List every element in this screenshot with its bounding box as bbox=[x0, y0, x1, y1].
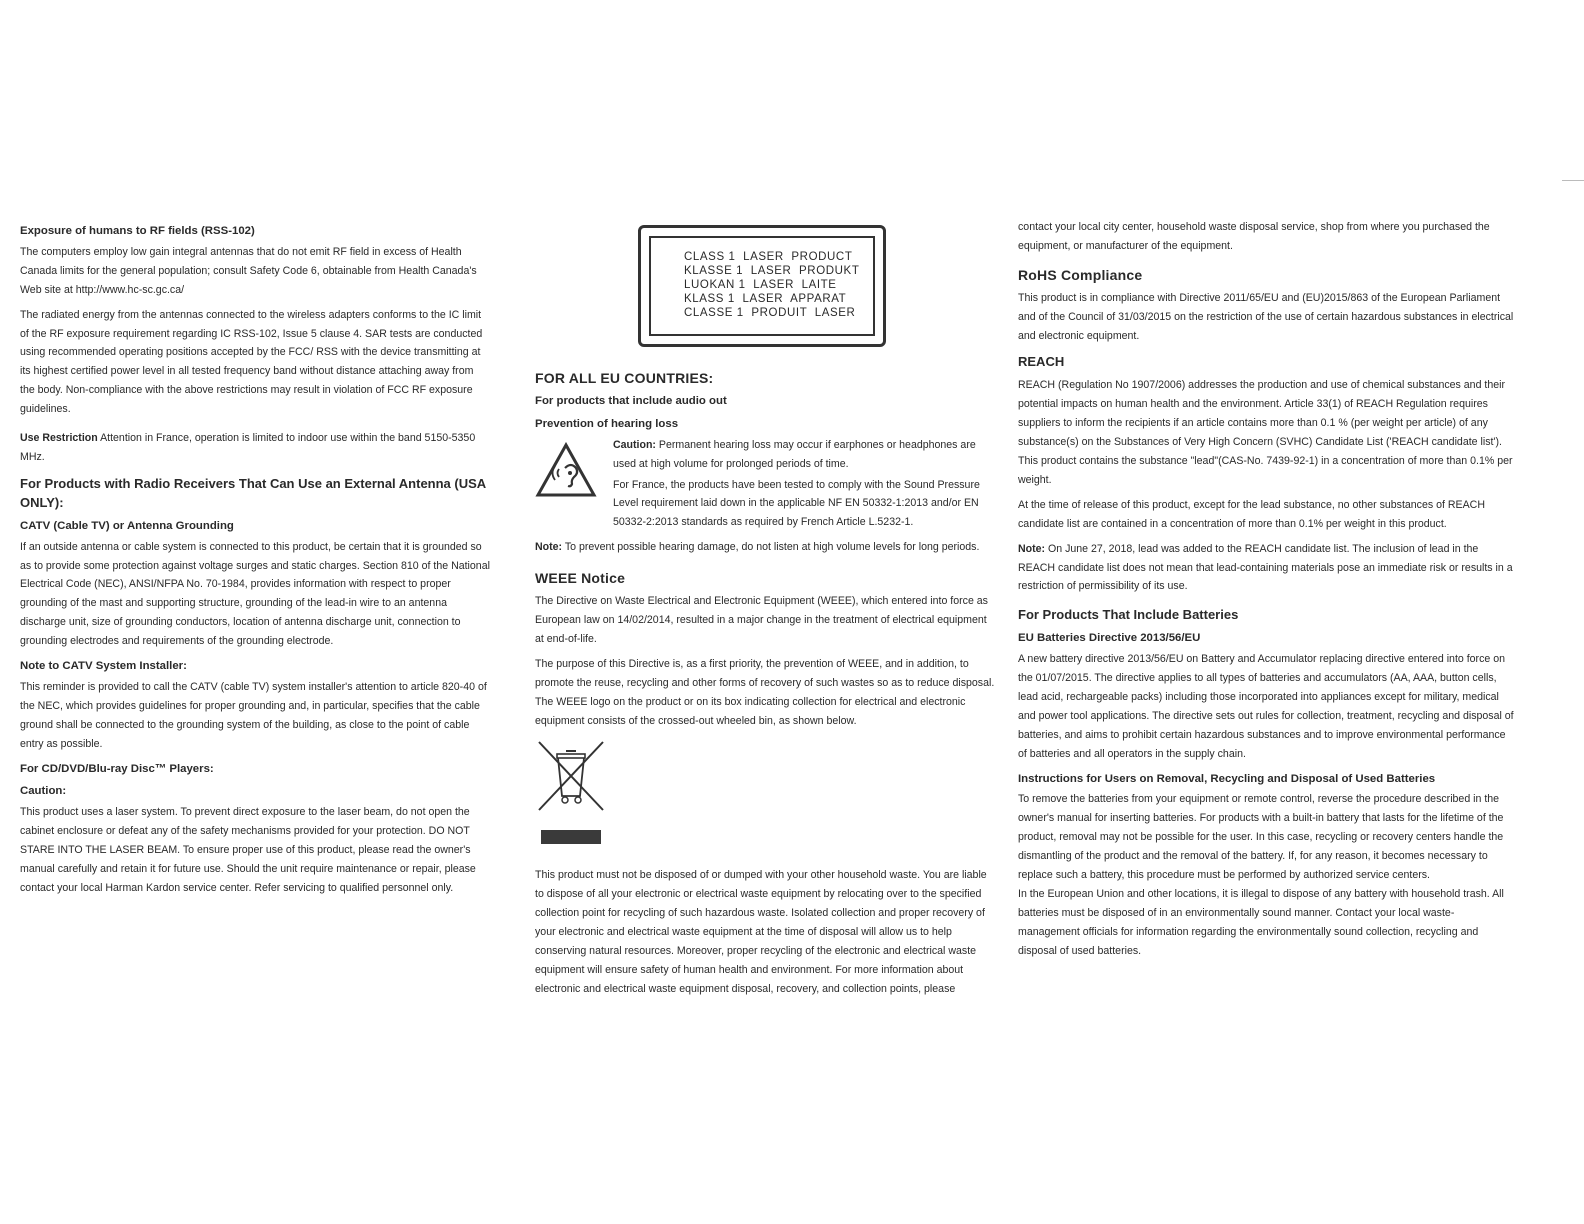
crossed-out-bin-icon bbox=[535, 738, 605, 816]
catv-installer-paragraph: This reminder is provided to call the CATV (cable TV) system installer's attention to article 820-40 of the NEC, which provides guidelines for proper grounding and, in particular, specifies that the cable ground shall be connected to the grounding system of the building, as close to the point of cable entry as possible. bbox=[20, 680, 487, 750]
hearing-caution bbox=[613, 436, 997, 474]
use-restriction-label: Use Restriction bbox=[20, 432, 98, 445]
laser-line-3: LUOKAN 1 LASER LAITE bbox=[684, 279, 837, 291]
reach-note-label: Note: bbox=[1018, 542, 1046, 555]
column-middle bbox=[535, 225, 997, 1005]
battery-instructions-paragraph-1: To remove the batteries from your equipment or remote control, reverse the procedure described in the owner's manual for inserting batteries. For products with a built-in battery that lasts for the lifetime of the product, removal may not be possible for the user. In this case, recycling or recovery centers handle the dismantling of the product and the removal of the battery. If, for any reason, it becomes necessary to replace such a battery, this procedure must be performed by authorized service centers. bbox=[1018, 793, 1504, 882]
rf-exposure-paragraph-2: The radiated energy from the antennas connected to the wireless adapters conforms to the IC limit of the RF exposure requirement regarding IC RSS-102, Issue 5 clause 4. SAR tests are conducted using recommended operating positions accepted by the FCC/ RSS with the device transmitting at its highest certified power level in all tested frequency band without distance attaching away from the body. Non-compliance with the above restrictions may result in violation of FCC RF exposure guidelines. bbox=[20, 308, 483, 416]
weee-paragraph-1: The Directive on Waste Electrical and Electronic Equipment (WEEE), which entered into force as European law on 14/02/2014, resulted in a major change in the treatment of electrical equipment at end-of-life. bbox=[535, 595, 988, 645]
weee-notice-title: WEEE Notice bbox=[535, 570, 626, 587]
reach-paragraph-1: REACH (Regulation No 1907/2006) addresses the production and use of chemical substances and their potential impacts on human health and the environment. Article 33(1) of REACH Regulation requires suppliers to inform the recipients if an article contains more than 0.1 % (per weight per article) of any substance(s) on the Substances of Very High Concern (SVHC) Candidate List ('REACH candidate list'). This product contains the substance "lead"(CAS-No. 7439-92-1) in a concentration of more than 0.1% per weight. bbox=[1018, 379, 1513, 486]
battery-directive-paragraph: A new battery directive 2013/56/EU on Battery and Accumulator replacing directive entered into force on the 01/07/2015. The directive applies to all types of batteries and accumulators (AA, AAA, button cells, lead acid, rechargeable packs) including those incorporated into appliances except for military, medical and power tool applications. The directive sets out rules for collection, treatment, recycling and disposal of batteries, and aims to prohibit certain hazardous substances and to improve environmental performance of batteries and all operators in the supply chain. bbox=[1018, 653, 1514, 760]
hearing-caution-block bbox=[535, 436, 997, 539]
france-sound-pressure-text: For France, the products have been tested to comply with the Sound Pressure Level requirement laid down in the applicable NF EN 50332-1:2013 and/or EN 50332-2:2013 standards as required by French Article L.5232-1. bbox=[613, 478, 980, 529]
hearing-loss-title: Prevention of hearing loss bbox=[535, 417, 679, 430]
batteries-title: For Products That Include Batteries bbox=[1018, 607, 1239, 623]
laser-line-4: KLASS 1 LASER APPARAT bbox=[684, 293, 847, 305]
radio-receivers-title: For Products with Radio Receivers That Can Use an External Antenna (USA ONLY): bbox=[20, 475, 486, 510]
catv-grounding-title: CATV (Cable TV) or Antenna Grounding bbox=[20, 519, 234, 532]
disc-players-caution-title: Caution: bbox=[20, 785, 67, 798]
reach-paragraph-2: At the time of release of this product, except for the lead substance, no other substances of REACH candidate list are contained in a concentration of more than 0.1% per weight in this product. bbox=[1018, 498, 1485, 530]
audio-out-title: For products that include audio out bbox=[535, 394, 727, 407]
disc-players-paragraph: This product uses a laser system. To prevent direct exposure to the laser beam, do not open the cabinet enclosure or defeat any of the safety mechanisms provided for your protection. DO NOT STARE INTO THE LASER BEAM. To ensure proper use of this product, please read the owner's manual carefully and retain it for future use. Should the unit require maintenance or repair, please contact your local Harman Kardon service center. Refer servicing to qualified personnel only. bbox=[20, 806, 476, 894]
battery-directive-title: EU Batteries Directive 2013/56/EU bbox=[1018, 632, 1201, 645]
battery-instructions-title: Instructions for Users on Removal, Recycling and Disposal of Used Batteries bbox=[1018, 772, 1436, 785]
reach-note-text: On June 27, 2018, lead was added to the REACH candidate list. The inclusion of lead in the REACH candidate list does not mean that lead-containing materials pose an immediate risk or results in a restriction of permissibility of its use. bbox=[1018, 542, 1513, 593]
hearing-warning-icon bbox=[535, 436, 613, 539]
weee-bar-mark bbox=[541, 830, 601, 844]
column-left bbox=[20, 218, 490, 904]
column-right bbox=[1018, 218, 1514, 967]
hearing-note-label: Note: bbox=[535, 541, 563, 554]
laser-line-1: CLASS 1 LASER PRODUCT bbox=[684, 251, 853, 263]
rohs-paragraph: This product is in compliance with Directive 2011/65/EU and (EU)2015/863 of the European Parliament and of the Council of 31/03/2015 on the restriction of the use of certain hazardous substances in electrical and electronic equipment. bbox=[1018, 291, 1514, 342]
weee-paragraph-2: The purpose of this Directive is, as a first priority, the prevention of WEEE, and in addition, to promote the reuse, recycling and other forms of recovery of such wastes so as to reduce disposal. The WEEE logo on the product or on its box indicating collection for electrical and electronic equipment consists of the crossed-out wheeled bin, as shown below. bbox=[535, 657, 995, 727]
laser-line-2: KLASSE 1 LASER PRODUKT bbox=[684, 265, 860, 277]
edge-mark bbox=[1562, 180, 1584, 181]
weee-paragraph-3: This product must not be disposed of or dumped with your other household waste. You are liable to dispose of all your electronic or electrical waste equipment by relocating over to the specified collection point for recycling of such hazardous waste. Isolated collection and proper recovery of your electronic and electrical waste equipment at the time of disposal will allow us to help conserving natural resources. Moreover, proper recycling of the electronic and electrical waste equipment will ensure safety of human health and environment. For more information about electronic and electrical waste equipment disposal, recovery, and collection points, please bbox=[535, 869, 987, 995]
catv-installer-title: Note to CATV System Installer: bbox=[20, 660, 187, 673]
use-restriction bbox=[20, 429, 490, 467]
rohs-title: RoHS Compliance bbox=[1018, 266, 1143, 283]
rf-exposure-title: Exposure of humans to RF fields (RSS-102) bbox=[20, 225, 255, 237]
laser-class-label bbox=[638, 225, 886, 347]
hearing-caution-text: Permanent hearing loss may occur if earphones or headphones are used at high volume for prolonged periods of time. bbox=[613, 438, 976, 470]
catv-grounding-paragraph: If an outside antenna or cable system is connected to this product, be certain that it is grounded so as to provide some protection against voltage surges and static charges. Section 810 of the National Electrical Code (NEC), ANSI/NFPA No. 70-1984, provides information with respect to proper grounding of the mast and supporting structure, grounding of the lead-in wire to an antenna discharge unit, size of grounding conductors, location of antenna discharge unit, connection to grounding electrodes and requirements of the grounding electrode. bbox=[20, 540, 490, 648]
laser-line-5: CLASSE 1 PRODUIT LASER bbox=[684, 307, 856, 319]
contact-paragraph: contact your local city center, household waste disposal service, shop from where you purchased the equipment, or manufacturer of the equipment. bbox=[1018, 221, 1490, 252]
reach-title: REACH bbox=[1018, 354, 1065, 370]
use-restriction-text: Attention in France, operation is limited to indoor use within the band 5150-5350 MHz. bbox=[20, 432, 476, 463]
disc-players-title: For CD/DVD/Blu-ray Disc™ Players: bbox=[20, 762, 214, 775]
battery-instructions-paragraph-2: In the European Union and other locations, it is illegal to dispose of any battery with household trash. All batteries must be disposed of in an environmentally sound manner. Contact your local waste-management officials for information regarding the environmentally sound collection, recycling and disposal of used batteries. bbox=[1018, 888, 1504, 957]
laser-class-label-inner bbox=[649, 236, 875, 336]
hearing-caution-label: Caution: bbox=[613, 438, 656, 451]
reach-note bbox=[1018, 540, 1514, 597]
rf-exposure-paragraph-1: The computers employ low gain integral antennas that do not emit RF field in excess of Health Canada limits for the general population; consult Safety Code 6, obtainable from Health Canada's Web site at http://www.hc-sc.gc.ca/ bbox=[20, 245, 477, 296]
hearing-note-text: To prevent possible hearing damage, do not listen at high volume levels for long periods. bbox=[562, 541, 980, 554]
eu-countries-title: FOR ALL EU COUNTRIES: bbox=[535, 370, 714, 386]
hearing-note bbox=[535, 538, 997, 557]
